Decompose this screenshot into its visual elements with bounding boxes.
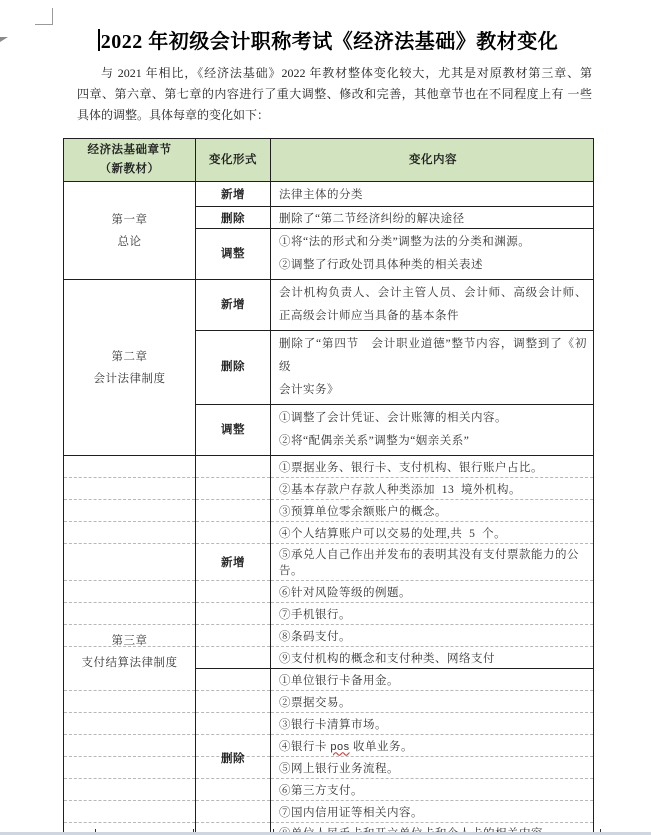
content-line: ①将“法的形式和分类”调整为法的分类和渊源。 (279, 236, 531, 248)
margin-marker-icon (0, 37, 8, 42)
chapter3-cell (64, 735, 196, 757)
change-content-cell: ④个人结算账户可以交易的处理,共 5 个。 (271, 522, 594, 544)
change-content-cell (271, 331, 594, 405)
change-content-cell (271, 405, 594, 456)
change-form-cell (196, 691, 271, 713)
chapter2-name-cell (64, 280, 196, 456)
table-row (64, 801, 594, 823)
change-form-cell (196, 801, 271, 823)
header-chapter-line1: 经济法基础章节 (87, 144, 172, 156)
chapter2-name-line2: 会计法律制度 (93, 372, 166, 385)
header-change-type-column: 变化形式 (196, 139, 271, 182)
change-form-label (196, 752, 271, 779)
table-row (64, 779, 594, 801)
table-row (64, 603, 594, 625)
chapter3-name-cell (64, 647, 196, 669)
change-content-cell: ⑤网上银行业务流程。 (271, 757, 594, 779)
header-chapter-line2: （新教材） (99, 163, 160, 175)
change-content-cell: 法律主体的分类 (271, 182, 594, 207)
change-form-label: 新增 (196, 544, 271, 581)
change-form-cell (196, 647, 271, 669)
header-chapter-column (64, 139, 196, 182)
header-change-content-column: 变化内容 (271, 139, 594, 182)
table-row (64, 522, 594, 544)
table-row (64, 544, 594, 581)
table-row (64, 647, 594, 669)
content-line: 正高级会计师应当具备的基本条件 (279, 310, 459, 322)
table-row (64, 478, 594, 500)
chapter3-cell (64, 669, 196, 691)
table-row (64, 713, 594, 735)
table-row (64, 500, 594, 522)
content-line: 会计机构负责人、会计主管人员、会计师、高级会计师、 (279, 287, 587, 299)
change-content-cell: ⑦手机银行。 (271, 603, 594, 625)
document-title (63, 26, 593, 58)
table-row (64, 456, 594, 478)
chapter3-cell (64, 544, 196, 581)
intro-line: 与 2021 年相比，《经济法基础》2022 年教材整体变化较大，尤其是对原教材第三章、第 (101, 66, 592, 80)
content-text: ④银行卡 (279, 740, 331, 753)
chapter1-name-line1: 第一章 (111, 213, 148, 226)
title-text: 2022 年初级会计职称考试《经济法基础》教材变化 (100, 31, 559, 53)
change-content-cell (271, 735, 594, 757)
change-form-cell (196, 625, 271, 647)
change-form-label: 调整 (196, 229, 271, 280)
change-form-cell (196, 669, 271, 691)
chapter3-name-line1: 第三章 (111, 634, 148, 647)
intro-paragraph (77, 63, 592, 126)
change-content-cell: ①票据业务、银行卡、支付机构、银行账户占比。 (271, 456, 594, 478)
change-content-cell: ⑥第三方支付。 (271, 779, 594, 801)
chapter3-cell (64, 500, 196, 522)
chapter3-name-line2: 支付结算法律制度 (81, 656, 178, 669)
table-row (64, 691, 594, 713)
misspelled-word: pos (330, 740, 350, 753)
change-form-cell (196, 779, 271, 801)
change-content-cell: 删除了“第二节经济纠纷的解决途径 (271, 207, 594, 229)
deleted-label: 删除 (221, 752, 245, 765)
table-row (64, 669, 594, 691)
change-form-label: 调整 (196, 405, 271, 456)
content-line: 会计实务》 (279, 384, 339, 396)
change-form-cell (196, 500, 271, 522)
change-form-cell (196, 456, 271, 478)
margin-crop-mark-vertical (52, 8, 53, 25)
chapter3-cell (64, 801, 196, 823)
table-header-row (64, 139, 594, 182)
change-content-cell: ②基本存款户存款人种类添加 13 境外机构。 (271, 478, 594, 500)
table-row (64, 757, 594, 779)
chapter3-cell (64, 779, 196, 801)
chapter3-cell (64, 456, 196, 478)
chapter3-cell (64, 757, 196, 779)
table-row (64, 182, 594, 207)
content-line: ①调整了会计凭证、会计账簿的相关内容。 (279, 412, 507, 424)
content-line: ②调整了行政处罚具体种类的相关表述 (279, 259, 483, 271)
change-content-cell: ⑤承兑人自己作出并发布的表明其没有支付票款能力的公告。 (271, 544, 594, 581)
content-text: 收单业务。 (349, 740, 413, 753)
change-form-label: 删除 (196, 207, 271, 229)
change-form-label: 新增 (196, 280, 271, 331)
chapter3-cell (64, 603, 196, 625)
change-content-cell: ③预算单位零余额账户的概念。 (271, 500, 594, 522)
changes-table (63, 138, 594, 835)
chapter2-name-line1: 第二章 (111, 350, 148, 363)
intro-line: 四章、第六章、第七章的内容进行了重大调整、修改和完善，其他章节也在不同程度上有 一些 (77, 87, 592, 101)
margin-crop-mark-horizontal (35, 24, 53, 25)
change-form-label: 删除 (196, 331, 271, 405)
change-form-cell (196, 581, 271, 603)
change-form-cell (196, 522, 271, 544)
text-cursor (98, 29, 100, 51)
chapter3-name-cell (64, 625, 196, 647)
change-form-cell (196, 603, 271, 625)
table-row (64, 735, 594, 757)
change-content-cell (271, 280, 594, 331)
table-row (64, 581, 594, 603)
chapter3-cell (64, 691, 196, 713)
change-content-cell: ⑨支付机构的概念和支付种类、网络支付 (271, 647, 594, 669)
content-line: 删除了“第四节 会计职业道德”整节内容，调整到了《初级 (279, 338, 587, 373)
change-form-label: 新增 (196, 182, 271, 207)
change-content-cell: ③银行卡清算市场。 (271, 713, 594, 735)
change-content-cell: ⑥针对风险等级的例题。 (271, 581, 594, 603)
chapter1-name-cell (64, 182, 196, 280)
change-content-cell (271, 229, 594, 280)
chapter3-cell (64, 581, 196, 603)
change-content-cell: ⑧条码支付。 (271, 625, 594, 647)
change-form-cell (196, 713, 271, 735)
intro-line: 具体的调整。具体每章的变化如下： (77, 108, 270, 122)
table-row (64, 625, 594, 647)
chapter3-cell (64, 713, 196, 735)
chapter3-cell (64, 478, 196, 500)
change-content-cell: ②票据交易。 (271, 691, 594, 713)
change-content-cell: ⑦国内信用证等相关内容。 (271, 801, 594, 823)
chapter1-name-line2: 总论 (117, 235, 142, 248)
table-row (64, 280, 594, 331)
content-line: ②将“配偶亲关系”调整为“姻亲关系” (279, 435, 470, 447)
change-form-cell (196, 478, 271, 500)
change-content-cell: ①单位银行卡备用金。 (271, 669, 594, 691)
chapter3-cell (64, 522, 196, 544)
